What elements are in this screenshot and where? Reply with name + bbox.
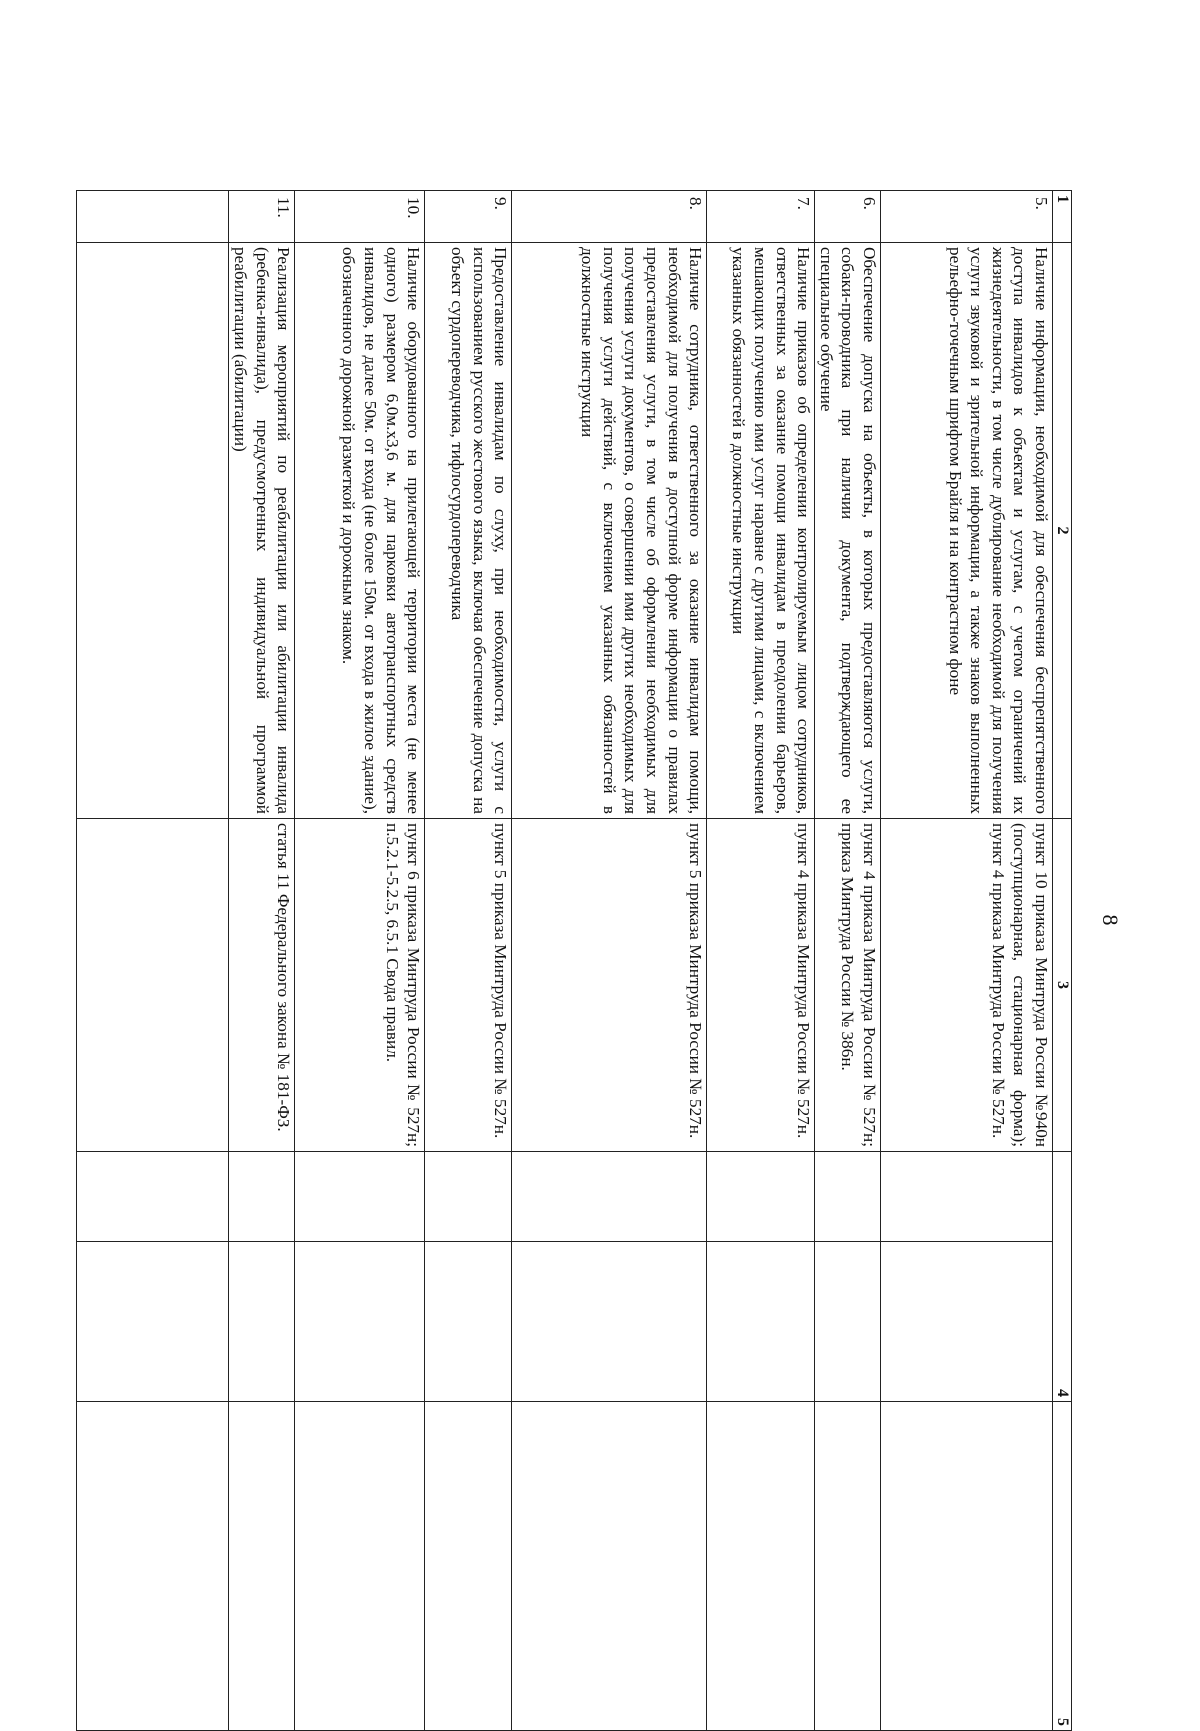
basis-cell — [77, 819, 229, 1152]
table-row — [295, 191, 425, 1731]
col4-cell-a — [295, 1152, 425, 1242]
basis-cell: пункт 4 приказа Минтруда России № 527н; приказ Минтруда России № 386н. — [815, 819, 881, 1152]
table-row — [881, 191, 1053, 1731]
col4-cell-a — [229, 1152, 295, 1242]
checklist-table — [76, 190, 1072, 1731]
row-number: 5. — [881, 191, 1053, 243]
col4-cell-b — [295, 1242, 425, 1402]
basis-cell: пункт 6 приказа Минтруда России № 527н; п.5.2.1-5.2.5, 6.5.1 Свода правил. — [295, 819, 425, 1152]
col5-cell — [707, 1402, 815, 1731]
header-col-3: 3 — [1053, 819, 1072, 1152]
col4-cell-b — [707, 1242, 815, 1402]
basis-cell: пункт 10 приказа Минтруда России №940н (поступционарная, стационарная форма); пункт 4 приказа Минтруда России № 527н. — [881, 819, 1053, 1152]
col5-cell — [425, 1402, 512, 1731]
col4-cell-a — [881, 1152, 1053, 1242]
col4-cell-b — [881, 1242, 1053, 1402]
requirement-cell: Реализация мероприятий по реабилитации или абилитации инвалида (ребенка-инвалида), предусмотренных индивидуальной программой реабилитации (абилитации) — [229, 243, 295, 819]
table-row — [512, 191, 707, 1731]
page-number: 8 — [1098, 914, 1123, 926]
col4-cell-a — [707, 1152, 815, 1242]
table-row — [425, 191, 512, 1731]
col4-cell-b — [512, 1242, 707, 1402]
header-col-2: 2 — [1053, 243, 1072, 819]
table-row — [707, 191, 815, 1731]
requirement-cell — [77, 243, 229, 819]
col4-cell-a — [512, 1152, 707, 1242]
header-col-1: 1 — [1053, 191, 1072, 243]
table-row — [77, 191, 229, 1731]
basis-cell: пункт 5 приказа Минтруда России № 527н. — [512, 819, 707, 1152]
col5-cell — [881, 1402, 1053, 1731]
col5-cell — [77, 1402, 229, 1731]
header-row — [1053, 191, 1072, 1731]
row-number — [77, 191, 229, 243]
requirement-cell: Обеспечение допуска на объекты, в которых предоставляются услуги, собаки-проводника при наличии документа, подтверждающего ее специальное обучение — [815, 243, 881, 819]
col5-cell — [512, 1402, 707, 1731]
requirement-cell: Наличие информации, необходимой для обеспечения беспрепятственного доступа инвалидов к объектам и услугам, с учетом ограничений их жизнедеятельности, в том числе дублирование необходимой для получения услуги звуковой и зрительной информации, а также знаков выполненных рельефно-точечным шрифтом Брайля и на контрастном фоне — [881, 243, 1053, 819]
col4-cell-b — [815, 1242, 881, 1402]
basis-cell: статья 11 Федерального закона № 181-ФЗ. — [229, 819, 295, 1152]
header-col-5: 5 — [1053, 1402, 1072, 1731]
requirement-cell: Предоставление инвалидам по слуху, при необходимости, услуги с использованием русского жестового языка, включая обеспечение допуска на объект сурдопереводчика, тифлосурдопереводчика — [425, 243, 512, 819]
col5-cell — [815, 1402, 881, 1731]
row-number: 7. — [707, 191, 815, 243]
requirement-cell: Наличие приказов об определении контролируемым лицом сотрудников, ответственных за оказание помощи инвалидам в преодолении барьеров, мешающих получению ими услуг наравне с другими лицами, с включением указанных обязанностей в должностные инструкции — [707, 243, 815, 819]
requirement-cell: Наличие оборудованного на прилегающей территории места (не менее одного) размером 6,0м.х3,6 м. для парковки автотранспортных средств инвалидов, не далее 50м. от входа (не более 150м. от входа в жилое здание), обозначенного дорожной разметкой и дорожным знаком. — [295, 243, 425, 819]
row-number: 11. — [229, 191, 295, 243]
table-row — [815, 191, 881, 1731]
col4-cell-a — [77, 1152, 229, 1242]
col5-cell — [229, 1402, 295, 1731]
rotated-page — [87, 190, 1072, 1730]
col4-cell-b — [229, 1242, 295, 1402]
col5-cell — [295, 1402, 425, 1731]
row-number: 10. — [295, 191, 425, 243]
table-row — [229, 191, 295, 1731]
row-number: 6. — [815, 191, 881, 243]
col4-cell-b — [77, 1242, 229, 1402]
requirement-cell: Наличие сотрудника, ответственного за оказание инвалидам помощи, необходимой для получения в доступной форме информации о правилах предоставления услуги, в том числе об оформлении необходимых для получения услуги документов, о совершении ими других необходимых для получения услуги действий, с включением указанных обязанностей в должностные инструкции — [512, 243, 707, 819]
col4-cell-a — [815, 1152, 881, 1242]
basis-cell: пункт 4 приказа Минтруда России № 527н. — [707, 819, 815, 1152]
col4-cell-a — [425, 1152, 512, 1242]
row-number: 8. — [512, 191, 707, 243]
basis-cell: пункт 5 приказа Минтруда России № 527н. — [425, 819, 512, 1152]
col4-cell-b — [425, 1242, 512, 1402]
row-number: 9. — [425, 191, 512, 243]
header-col-4: 4 — [1053, 1152, 1072, 1402]
